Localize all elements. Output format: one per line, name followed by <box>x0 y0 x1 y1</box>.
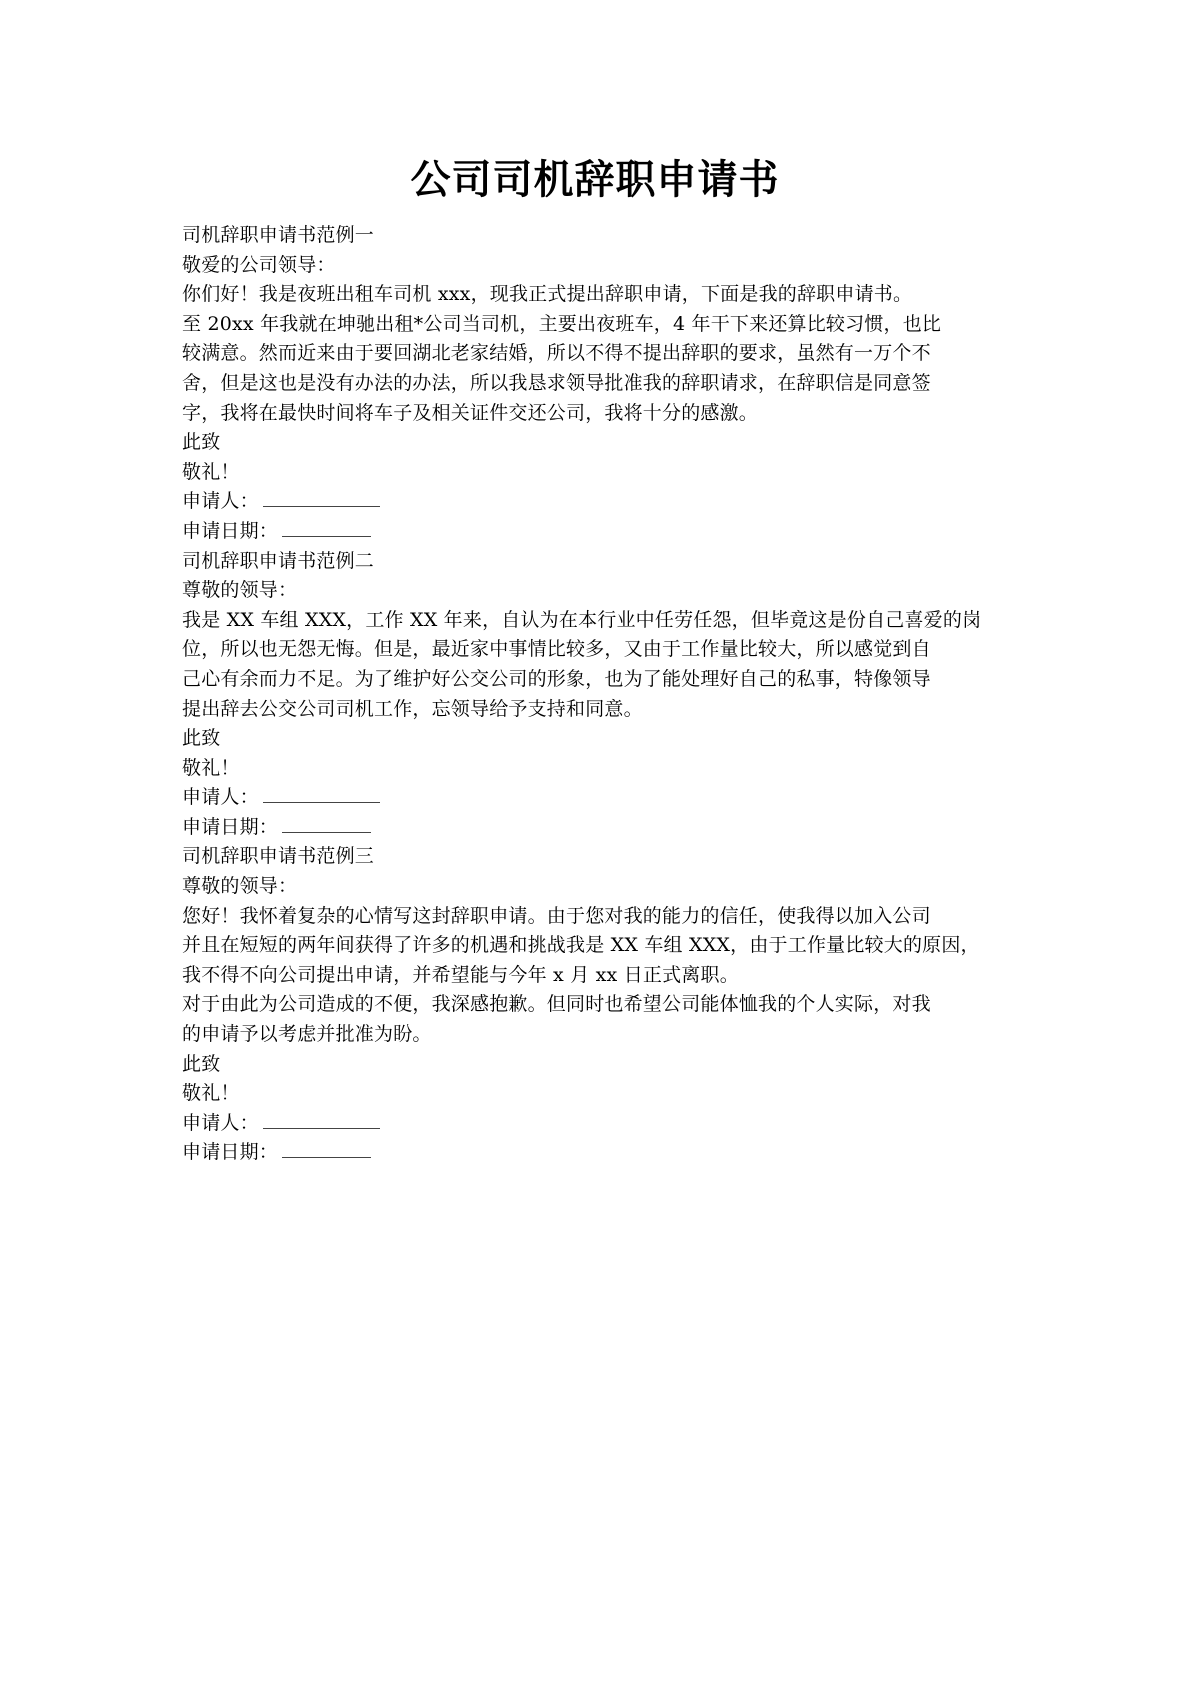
closing-line: 此致 <box>182 431 221 454</box>
date-label: 申请日期： <box>182 1141 279 1164</box>
closing-salute: 敬礼！ <box>182 756 240 779</box>
date-row <box>182 1138 1022 1168</box>
date-blank <box>282 518 371 537</box>
applicant-label: 申请人： <box>182 490 259 513</box>
paragraph-line: 我是 XX 车组 XXX，工作 XX 年来，自认为在本行业中任劳任怨，但毕竟这是份自己喜爱的岗 <box>182 608 982 631</box>
section-example-1 <box>182 221 1022 547</box>
paragraph-line: 位，所以也无怨无悔。但是，最近家中事情比较多，又由于工作量比较大，所以感觉到自 <box>182 638 931 661</box>
applicant-label: 申请人： <box>182 1111 259 1134</box>
applicant-row <box>182 487 1022 517</box>
paragraph-line: 舍，但是这也是没有办法的办法，所以我恳求领导批准我的辞职请求，在辞职信是同意签 <box>182 371 931 394</box>
paragraph-line: 你们好！我是夜班出租车司机 xxx，现我正式提出辞职申请，下面是我的辞职申请书。 <box>182 283 913 306</box>
document-body <box>182 221 1022 1168</box>
paragraph-line: 提出辞去公交公司司机工作，忘领导给予支持和同意。 <box>182 697 643 720</box>
paragraph-line: 至 20xx 年我就在坤驰出租*公司当司机，主要出夜班车，4 年干下来还算比较习惯，也比 <box>182 312 942 335</box>
date-blank <box>282 1139 371 1158</box>
closing-salute: 敬礼！ <box>182 1082 240 1105</box>
closing-line: 此致 <box>182 727 221 750</box>
section-heading: 司机辞职申请书范例一 <box>182 224 375 246</box>
section-heading: 司机辞职申请书范例二 <box>182 549 375 572</box>
paragraph-line: 我不得不向公司提出申请，并希望能与今年 x 月 xx 日正式离职。 <box>182 963 739 986</box>
applicant-label: 申请人： <box>182 786 259 809</box>
paragraph-line: 并且在短短的两年间获得了许多的机遇和挑战我是 XX 车组 XXX，由于工作量比较大的原因， <box>182 934 980 957</box>
applicant-blank <box>263 488 380 507</box>
salutation: 尊敬的领导： <box>182 579 298 602</box>
applicant-row <box>182 783 1022 813</box>
section-example-3 <box>182 842 1022 1168</box>
date-label: 申请日期： <box>182 815 279 838</box>
date-row <box>182 813 1022 843</box>
paragraph-line: 对于由此为公司造成的不便，我深感抱歉。但同时也希望公司能体恤我的个人实际，对我 <box>182 993 931 1016</box>
applicant-blank <box>263 784 380 803</box>
salutation: 尊敬的领导： <box>182 875 298 898</box>
section-example-2 <box>182 547 1022 843</box>
paragraph-line: 的申请予以考虑并批准为盼。 <box>182 1023 432 1046</box>
date-label: 申请日期： <box>182 519 279 542</box>
document-title: 公司司机辞职申请书 <box>410 157 780 203</box>
paragraph-line: 己心有余而力不足。为了维护好公交公司的形象，也为了能处理好自己的私事，特像领导 <box>182 667 931 690</box>
applicant-blank <box>263 1110 380 1129</box>
applicant-row <box>182 1109 1022 1139</box>
paragraph-line: 较满意。然而近来由于要回湖北老家结婚，所以不得不提出辞职的要求，虽然有一万个不 <box>182 342 931 365</box>
closing-line: 此致 <box>182 1052 221 1075</box>
salutation: 敬爱的公司领导： <box>182 253 336 276</box>
section-heading: 司机辞职申请书范例三 <box>182 845 375 868</box>
closing-salute: 敬礼！ <box>182 460 240 483</box>
paragraph-line: 您好！我怀着复杂的心情写这封辞职申请。由于您对我的能力的信任，使我得以加入公司 <box>182 904 931 927</box>
date-row <box>182 517 1022 547</box>
date-blank <box>282 814 371 833</box>
paragraph-line: 字，我将在最快时间将车子及相关证件交还公司，我将十分的感激。 <box>182 401 759 424</box>
